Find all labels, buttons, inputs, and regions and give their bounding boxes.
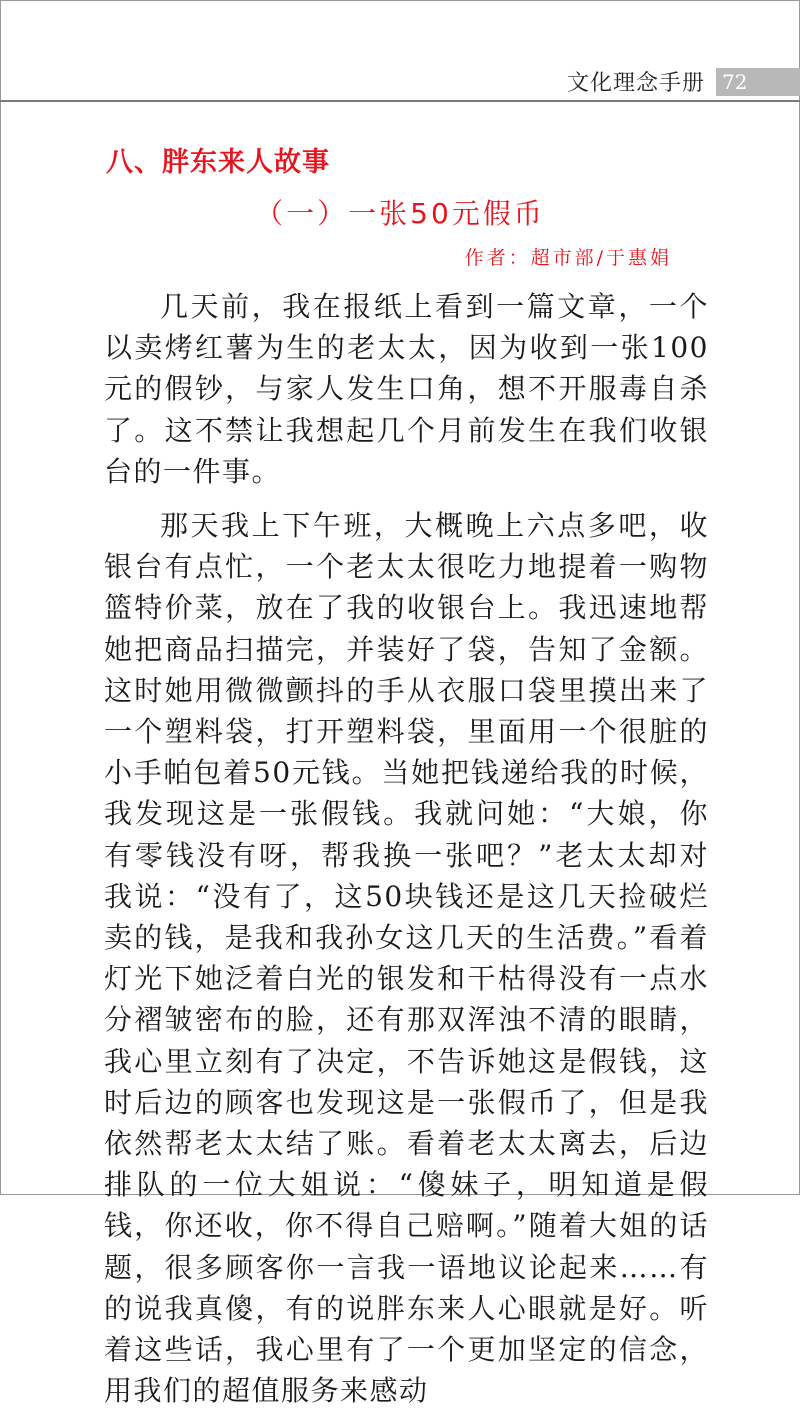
header-title: 文化理念手册 [566,71,705,96]
section-heading: 八、胖东来人故事 [106,147,330,178]
story-body [104,286,709,1424]
running-header [0,62,800,98]
page-number: 72 [716,68,800,96]
paragraph-2: 那天我上下午班，大概晚上六点多吧，收银台有点忙，一个老太太很吃力地提着一购物篮特价菜，放在了我的收银台上。我迅速地帮她把商品扫描完，并装好了袋，告知了金额。这时她用微微颤抖的手从衣服口袋里摸出来了一个塑料袋，打开塑料袋，里面用一个很脏的小手帕包着50元钱。当她把钱递给我的时候，我发现这是一张假钱。我就问她：“大娘，你有零钱没有呀，帮我换一张吧？”老太太却对我说：“没有了，这50块钱还是这几天捡破烂卖的钱，是我和我孙女这几天的生活费。”看着灯光下她泛着白光的银发和干枯得没有一点水分褶皱密布的脸，还有那双浑浊不清的眼睛，我心里立刻有了决定，不告诉她这是假钱，这时后边的顾客也发现这是一张假币了，但是我依然帮老太太结了账。看着老太太离去，后边排队的一位大姐说：“傻妹子，明知道是假钱，你还收，你不得自己赔啊。”随着大姐的话题，很多顾客你一言我一语地议论起来……有的说我真傻，有的说胖东来人心眼就是好。听着这些话，我心里有了一个更加坚定的信念，用我们的超值服务来感动 [104,509,709,1408]
header-rule [0,100,800,102]
story-title: （一）一张50元假币 [255,197,545,230]
author-byline: 作者：超市部/于惠娟 [464,247,672,269]
paragraph-1: 几天前，我在报纸上看到一篇文章，一个以卖烤红薯为生的老太太，因为收到一张100元的假钞，与家人发生口角，想不开服毒自杀了。这不禁让我想起几个月前发生在我们收银台的一件事。 [104,290,709,488]
